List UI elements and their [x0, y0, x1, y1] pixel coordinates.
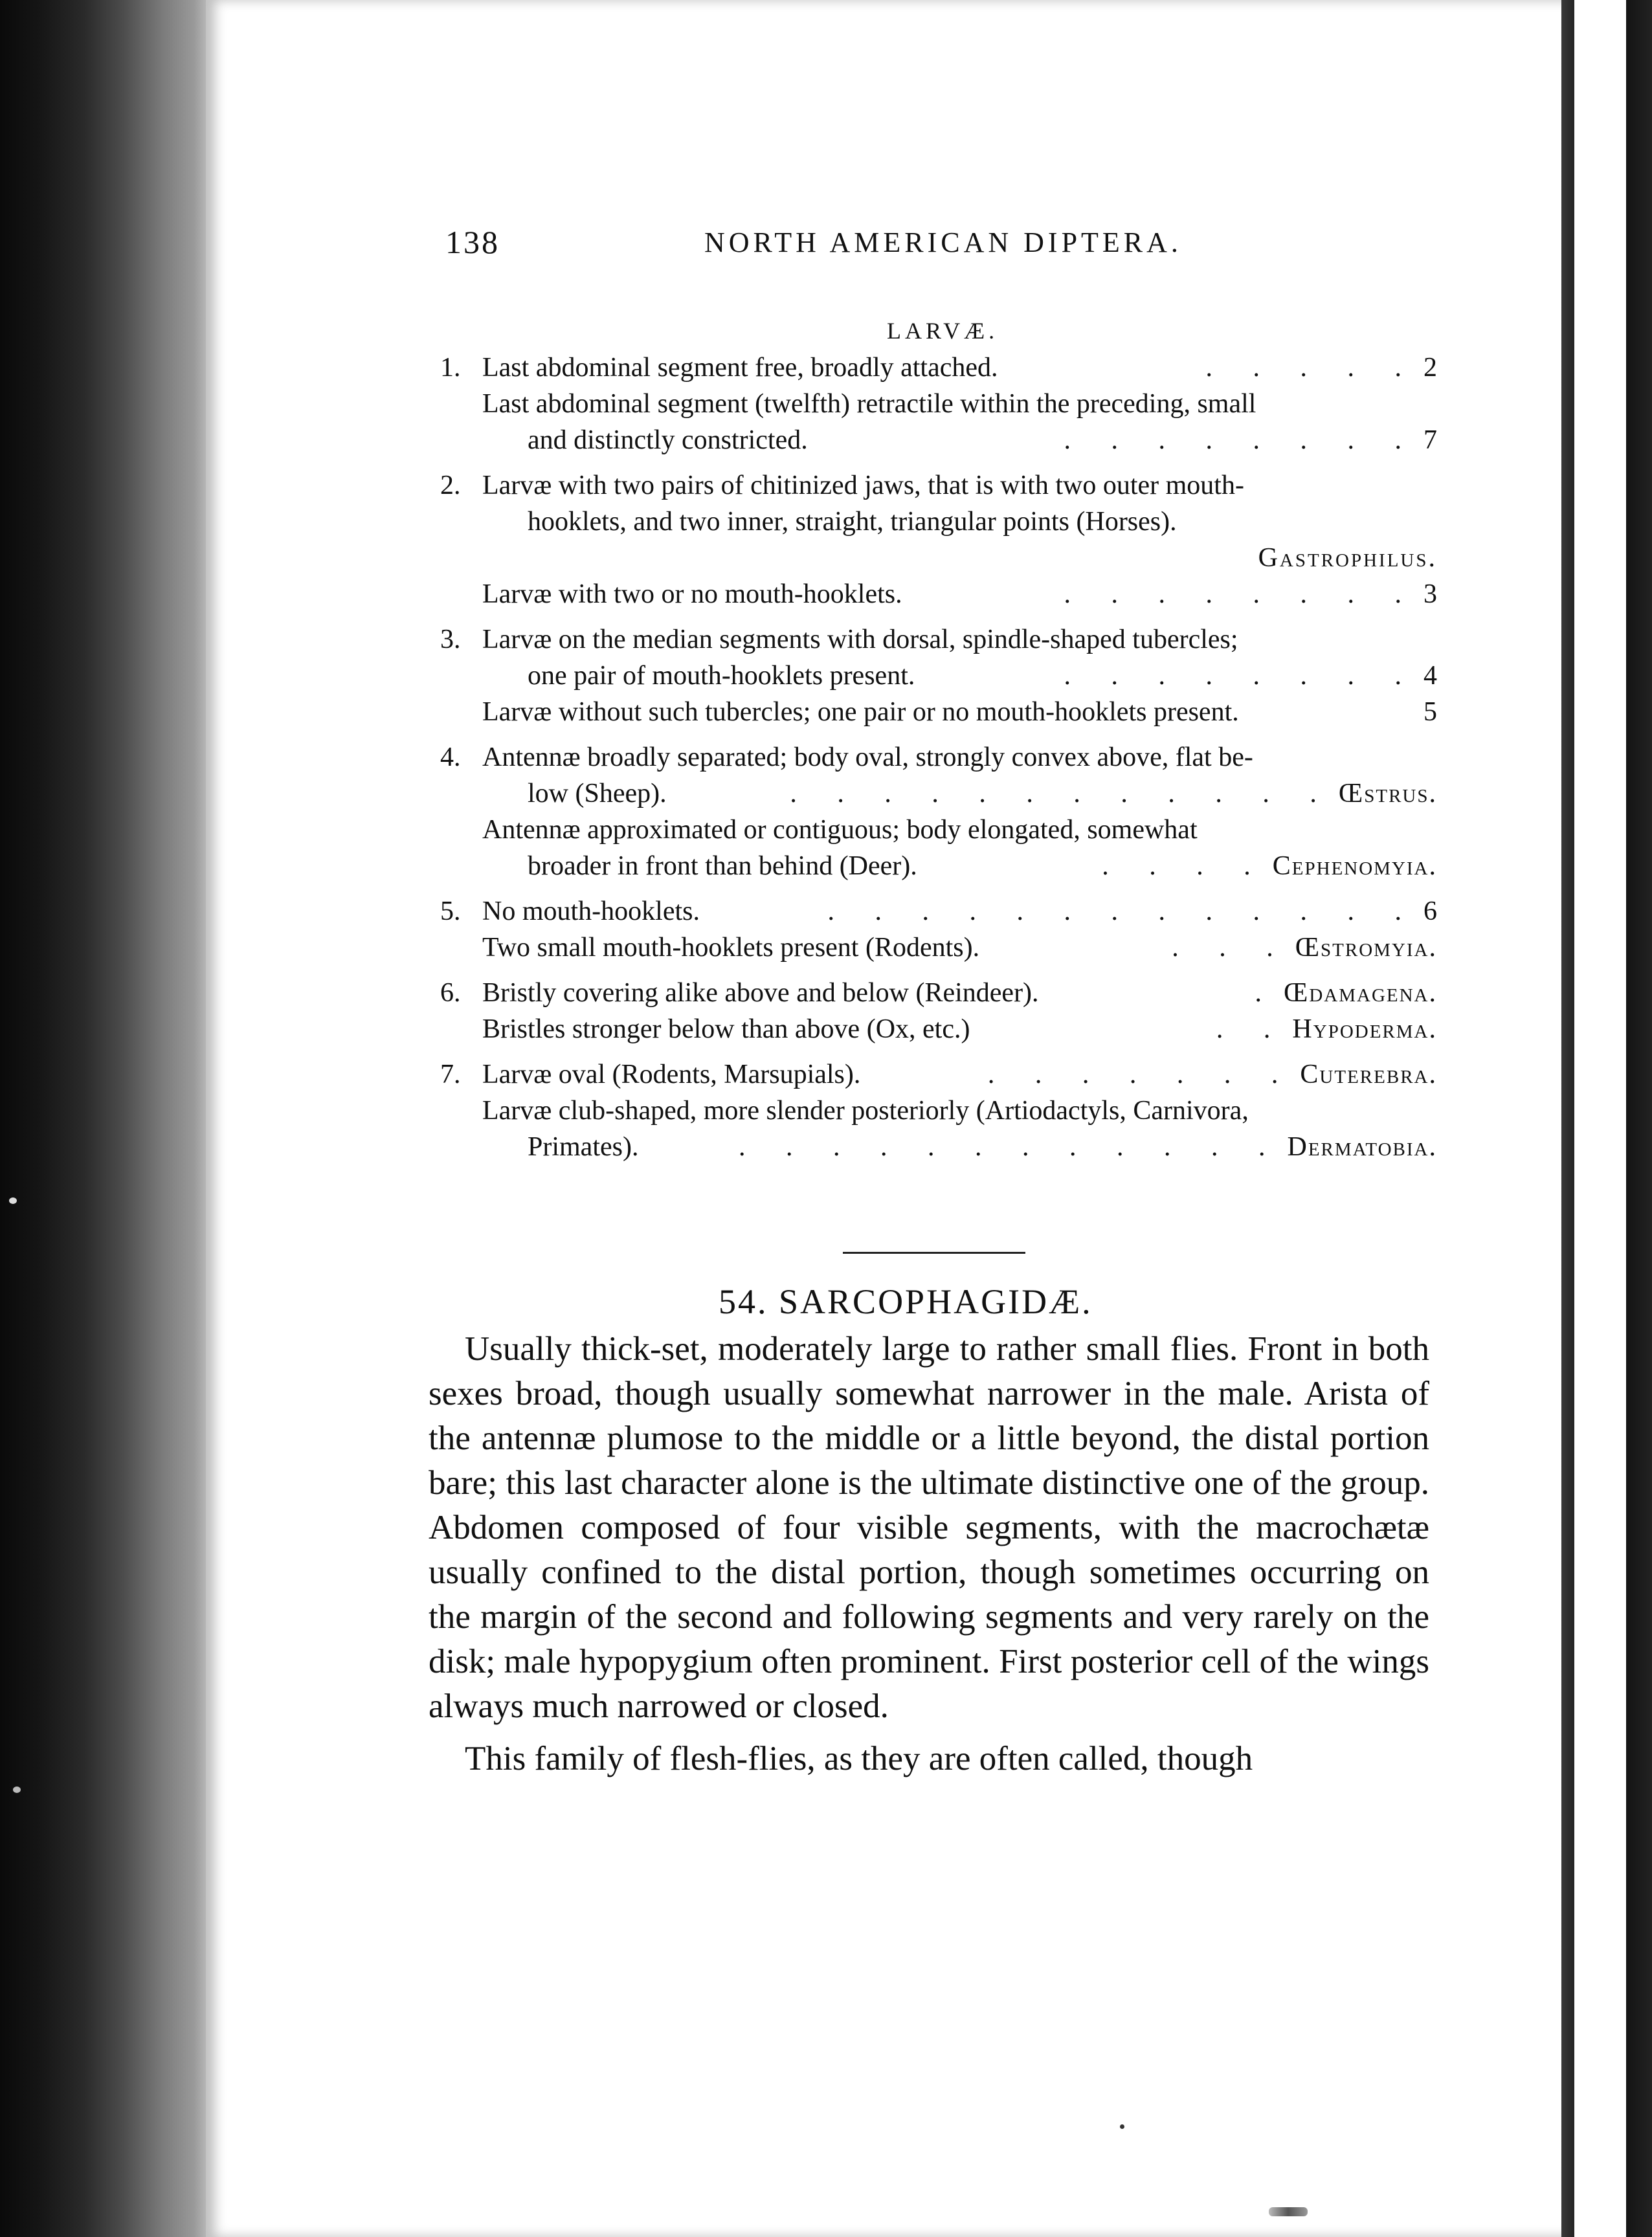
- key-line-text: Larvæ oval (Rodents, Marsupials).: [482, 1060, 861, 1089]
- key-line-text: Two small mouth-hooklets present (Rodents).: [482, 933, 980, 963]
- key-line: [482, 739, 1437, 775]
- page-number: 138: [445, 224, 500, 260]
- key-line: [482, 1093, 1437, 1129]
- key-line-text: hooklets, and two inner, straight, triangular points (Horses).: [528, 507, 1177, 537]
- key-line-text: Bristles stronger below than above (Ox, etc.): [482, 1014, 970, 1044]
- couplet-number: 1.: [440, 353, 461, 383]
- leader-dots: . . .: [1172, 933, 1290, 963]
- next-page-margin: [1574, 0, 1626, 2237]
- leader-dots: . . . . . . . . . . . . .: [827, 896, 1418, 926]
- key-entry: [440, 1011, 1437, 1047]
- key-entry: [440, 739, 1437, 812]
- key-entry: [440, 576, 1437, 612]
- leader-dots: . . . . . . .: [987, 1060, 1295, 1089]
- key-couplet: [440, 350, 1437, 458]
- key-line-text: one pair of mouth-hooklets present.: [528, 661, 915, 691]
- key-line-text: Last abdominal segment free, broadly attached.: [482, 353, 998, 383]
- key-line-text: Larvæ with two or no mouth-hooklets.: [482, 579, 902, 609]
- body-paragraph: Usually thick-set, moderately large to rather small flies. Front in both sexes broad, though usually somewhat narrower in the male. Arista of the antennæ plumose to the middle or a little beyond, the distal portion bare; this last character alone is the ultimate distinctive one of the group. Abdomen composed of four visible segments, with the macrochætæ usually confined to the distal portion, though sometimes occurring on the margin of the second and following segments and very rarely on the disk; male hypopygium often prominent. First posterior cell of the wings always much narrowed or closed.: [429, 1330, 1429, 1725]
- leader-dots: . . . . . . . .: [1064, 579, 1418, 609]
- key-entry: [440, 467, 1437, 576]
- key-line: [482, 467, 1437, 504]
- genus-result: Cephenomyia.: [1272, 851, 1437, 881]
- book-gutter: [0, 0, 207, 2237]
- key-couplet: [440, 467, 1437, 612]
- key-line: [482, 893, 1437, 929]
- section-body: [429, 1327, 1429, 1789]
- genus-result: Cuterebra.: [1300, 1060, 1437, 1089]
- leader-dots: . . . . . . . .: [1064, 425, 1418, 455]
- leader-dots: . .: [1216, 1014, 1288, 1044]
- key-line: [482, 504, 1437, 540]
- key-line: [482, 694, 1437, 730]
- key-line-text: Antennæ approximated or contiguous; body elongated, somewhat: [482, 815, 1198, 845]
- scan-blemish: [9, 1197, 17, 1204]
- key-line-text: Last abdominal segment (twelfth) retractile within the preceding, small: [482, 389, 1256, 419]
- key-line: [482, 1056, 1437, 1093]
- key-line-text: Larvæ without such tubercles; one pair or no mouth-hooklets present.: [482, 697, 1239, 727]
- scan-blemish: [13, 1786, 21, 1793]
- body-paragraph: This family of flesh-flies, as they are often called, though: [465, 1740, 1253, 1777]
- key-entry: [440, 893, 1437, 929]
- couplet-reference: 6: [1423, 896, 1437, 926]
- key-line: [482, 350, 1437, 386]
- scan-smudge: [1269, 2207, 1308, 2216]
- key-line-text: Larvæ on the median segments with dorsal, spindle-shaped tubercles;: [482, 625, 1238, 654]
- section-title: 54. SARCOPHAGIDÆ.: [719, 1282, 1093, 1321]
- key-entry: [440, 812, 1437, 884]
- key-line: [482, 775, 1437, 812]
- couplet-number: 6.: [440, 978, 461, 1008]
- print-speck: [1120, 2124, 1124, 2129]
- leader-dots: [1239, 694, 1418, 730]
- running-title: NORTH AMERICAN DIPTERA.: [704, 227, 1182, 258]
- key-line-text: Antennæ broadly separated; body oval, strongly convex above, flat be-: [482, 742, 1253, 772]
- key-entry: [440, 1056, 1437, 1093]
- genus-result: Œdamagena.: [1283, 978, 1437, 1008]
- key-couplet: [440, 621, 1437, 730]
- couplet-reference: 2: [1423, 353, 1437, 383]
- leader-dots: .: [1255, 978, 1278, 1008]
- key-line-text: and distinctly constricted.: [528, 425, 808, 455]
- key-line: [482, 975, 1437, 1011]
- section-divider: [843, 1252, 1025, 1254]
- key-line-text: Larvæ with two pairs of chitinized jaws, that is with two outer mouth-: [482, 471, 1244, 500]
- key-entry: [440, 621, 1437, 694]
- key-line: [482, 848, 1437, 884]
- genus-result: Gastrophilus.: [1258, 543, 1437, 573]
- leader-dots: . . . . . . . .: [1064, 661, 1418, 691]
- key-couplet: [440, 975, 1437, 1047]
- key-line-text: Primates).: [528, 1132, 639, 1162]
- genus-result: Œstrus.: [1338, 779, 1437, 808]
- couplet-number: 5.: [440, 896, 461, 926]
- key-entry: [440, 975, 1437, 1011]
- key-line-text: No mouth-hooklets.: [482, 896, 700, 926]
- key-line: [482, 658, 1437, 694]
- key-line: [482, 576, 1437, 612]
- key-line: [482, 1011, 1437, 1047]
- couplet-number: 4.: [440, 742, 461, 772]
- key-heading: LARVÆ.: [887, 318, 999, 344]
- leader-dots: . . . . . . . . . . . .: [739, 1132, 1282, 1162]
- key-line-text: low (Sheep).: [528, 779, 667, 808]
- key-line-text: Larvæ club-shaped, more slender posteriorly (Artiodactyls, Carnivora,: [482, 1096, 1249, 1126]
- key-couplet: [440, 739, 1437, 884]
- couplet-reference: 5: [1423, 697, 1437, 727]
- couplet-reference: 3: [1423, 579, 1437, 609]
- running-head: [445, 223, 1196, 275]
- leader-dots: . . . . .: [1205, 353, 1418, 383]
- genus-result: Dermatobia.: [1287, 1132, 1437, 1162]
- key-line: [482, 1129, 1437, 1165]
- identification-key: [440, 350, 1437, 1174]
- key-line-text: broader in front than behind (Deer).: [528, 851, 917, 881]
- key-entry: [440, 386, 1437, 458]
- key-line: [482, 621, 1437, 658]
- key-entry: [440, 1093, 1437, 1165]
- key-entry: [440, 929, 1437, 966]
- leader-dots: . . . . . . . . . . . .: [790, 779, 1334, 808]
- key-line-text: Bristly covering alike above and below (Reindeer).: [482, 978, 1039, 1008]
- key-line: [482, 812, 1437, 848]
- key-entry: [440, 350, 1437, 386]
- key-couplet: [440, 1056, 1437, 1165]
- couplet-number: 2.: [440, 471, 461, 500]
- key-line: [482, 929, 1437, 966]
- leader-dots: . . . .: [1102, 851, 1267, 881]
- couplet-number: 7.: [440, 1060, 461, 1089]
- key-couplet: [440, 893, 1437, 966]
- genus-result: Œstromyia.: [1295, 933, 1437, 963]
- genus-result: Hypoderma.: [1292, 1014, 1437, 1044]
- couplet-reference: 7: [1423, 425, 1437, 455]
- key-line: [482, 386, 1437, 422]
- couplet-reference: 4: [1423, 661, 1437, 691]
- key-line: [482, 422, 1437, 458]
- couplet-number: 3.: [440, 625, 461, 654]
- key-entry: [440, 694, 1437, 730]
